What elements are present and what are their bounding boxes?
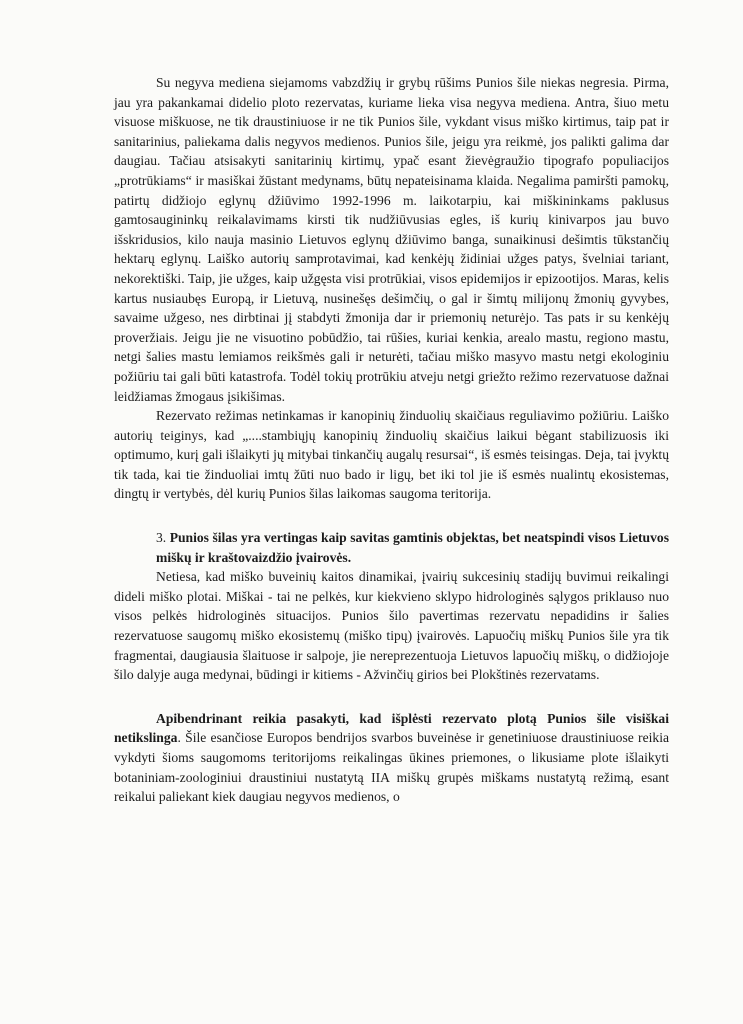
conclusion-bold-lead: Apibendrinant reikia pasakyti, kad išplėsti rezervato plotą Punios šile visiškai netikslinga — [114, 710, 669, 746]
paragraph-ungulates-regulation: Rezervato režimas netinkamas ir kanopinių žinduolių skaičiaus reguliavimo požiūriu. Laiško autorių teiginys, kad „....stambiųjų kanopinių žinduolių skaičius laikui bėgant stabilizuosis iki optimumo, kurį gali išlaikyti jų mitybai tinkančių augalų resursai“, iš esmės teisingas. Deja, tai įvyktų tik tada, kai tie žinduoliai imtų žūti nuo bado ir ligų, bet iki tol jie iš esmės nualintų ekosistemas, dingtų ir vertybės, dėl kurių Punios šilas laikomas saugoma teritorija. — [114, 408, 669, 502]
paragraph-deadwood-species: Su negyva mediena siejamoms vabzdžių ir grybų rūšims Punios šile niekas negresia. Pirma, jau yra pakankamai didelio ploto rezervatas, kuriame lieka visa negyva mediena. Antra, šiuo metu visuose miškuose, ne tik draustiniuose ir ne tik Punios šile, vykdant visus miško kirtimus, taip pat ir sanitarinius, paliekama dalis negyvos medienos. Punios šile, jeigu yra reikmė, jos palikti galima dar daugiau. Tačiau atsisakyti sanitarinių kirtimų, ypač esant žievėgraužio tipografo populiacijos „protrūkiams“ ir masiškai žūstant medynams, būtų nepateisinama klaida. Negalima pamiršti pamokų, patirtų didžiojo eglynų džiūvimo 1992-1996 m. laikotarpiu, kai miškininkams paklusus gamtosaugininkų reikalavimams kirsti tik nudžiūvusias egles, iš kurių kinivarpos jau buvo išskridusios, kilo nauja masinio Lietuvos eglynų džiūvimo banga, sunaikinusi dešimtis tūkstančių hektarų eglynų. Laiško autorių samprotavimai, kad kenkėjų židiniai užges patys, švelniai tariant, nekorektiški. Taip, jie užges, kaip užgęsta visi protrūkiai, visos epidemijos ir epizootijos. Maras, kelis kartus nusiaubęs Europą, ir Lietuvą, nusinešęs dešimčių, o gal ir šimtų milijonų žmonių gyvybes, savaime užgeso, nes dirbtinai jį stabdyti žmonija dar ir priemonių neturėjo. Tas pats ir su kenkėjų proveržiais. Jeigu jie ne visuotino pobūdžio, tai rūšies, kuriai kenkia, arealo mastu, regiono mastu, netgi šalies mastu lemiamos reikšmės gali ir neturėti, tačiau miško masyvo mastu netgi ekologiniu požiūriu tai gali būti katastrofa. Todėl tokių protrūkiu atveju netgi griežto režimo rezervatuose dažnai leidžiamas žmogaus įsikišimas. — [114, 75, 669, 404]
section-title: Punios šilas yra vertingas kaip savitas gamtinis objektas, bet neatspindi visos Lietuvos miškų ir kraštovaizdžio įvairovės. — [156, 530, 669, 565]
section-number: 3. — [156, 530, 167, 546]
paragraph-forest-diversity: Netiesa, kad miško buveinių kaitos dinamikai, įvairių sukcesinių stadijų buvimui reikalingi dideli miško plotai. Miškai - tai ne pelkės, kur kiekvieno sklypo hidrologinės sąlygos priklauso nuo visos pelkės hidrologinės situacijos. Punios šilo pavertimas rezervatu nepadidins ir šalies rezervatuose saugomų miško ekosistemų (miško tipų) įvairovės. Lapuočių miškų Punios šile yra tik fragmentai, daugiausia šlaituose ir salpoje, jie nereprezentuoja Lietuvos lapuočių miškų, o didžiojoje šilo dalyje auga medynai, būdingi ir kitiems - Ažvinčių girios bei Plokštinės rezervatams. — [114, 569, 669, 683]
document-body — [114, 73, 669, 807]
conclusion-text: . Šile esančiose Europos bendrijos svarbos buveinėse ir genetiniuose draustiniuose reikia vykdyti šioms saugomoms teritorijoms reikalingas ūkines priemones, o likusiame plote išlaikyti botaniniam-zoologiniui draustiniui nustatytą IIA miškų grupės miškams nustatytą režimą, esant reikalui paliekant kiek daugiau negyvos medienos, o — [114, 730, 669, 805]
section-heading — [114, 528, 669, 567]
paragraph-conclusion — [114, 709, 669, 807]
